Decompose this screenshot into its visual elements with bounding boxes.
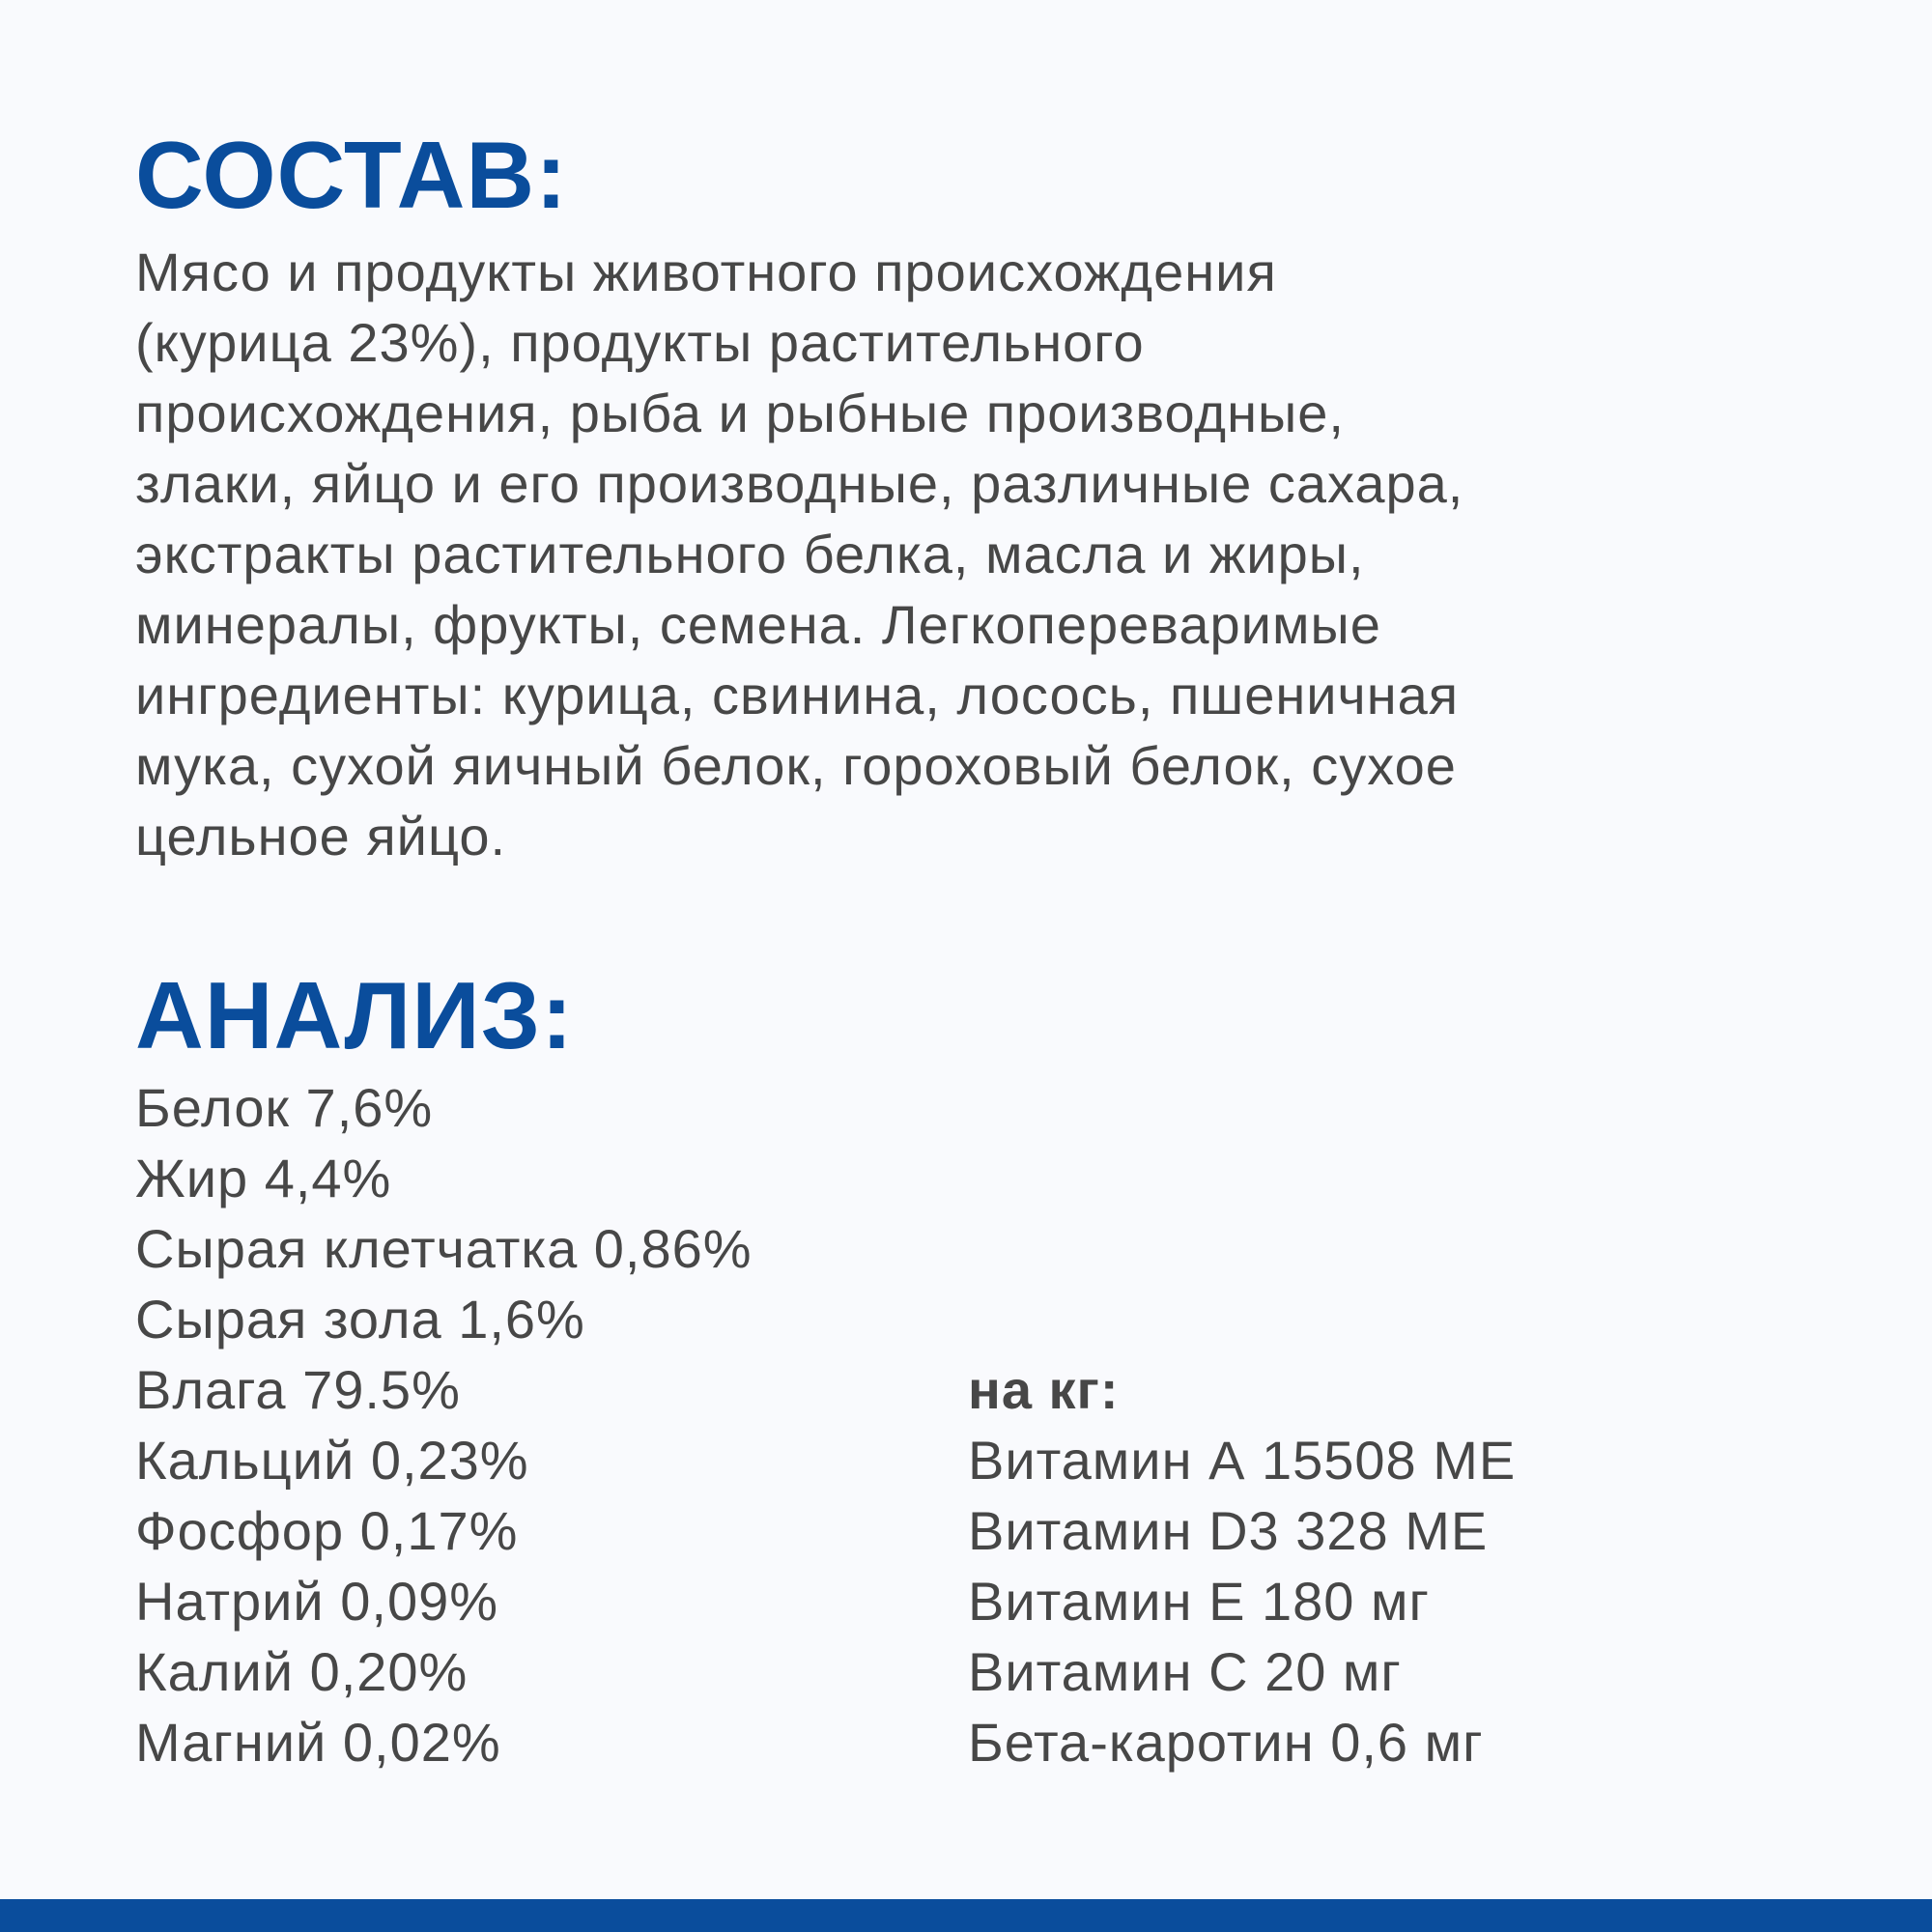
composition-line: экстракты растительного белка, масла и жиры, [135,524,1365,584]
composition-line: ингредиенты: курица, свинина, лосось, пшеничная [135,665,1460,725]
composition-line: мука, сухой яичный белок, гороховый белок, сухое [135,735,1457,796]
per-kg-list [968,1354,1516,1777]
per-kg-title: на кг: [968,1359,1120,1420]
composition-line: минералы, фрукты, семена. Легкопереваримые [135,594,1381,655]
composition-line: Мясо и продукты животного происхождения [135,242,1277,302]
analysis-item-calcium: Кальций 0,23% [135,1430,529,1491]
per-kg-item-vitamin-a: Витамин А 15508 МЕ [968,1430,1517,1491]
per-kg-item-vitamin-c: Витамин С 20 мг [968,1641,1402,1702]
per-kg-item-beta-carotene: Бета-каротин 0,6 мг [968,1712,1484,1773]
analysis-heading: АНАЛИЗ: [135,962,574,1068]
analysis-item-protein: Белок 7,6% [135,1077,434,1138]
analysis-item-ash: Сырая зола 1,6% [135,1289,585,1350]
composition-text [135,237,1835,871]
composition-line: (курица 23%), продукты растительного [135,312,1145,373]
analysis-item-sodium: Натрий 0,09% [135,1571,499,1632]
composition-line: злаки, яйцо и его производные, различные сахара, [135,453,1464,514]
analysis-item-magnesium: Магний 0,02% [135,1712,501,1773]
analysis-item-moisture: Влага 79.5% [135,1359,461,1420]
analysis-item-fiber: Сырая клетчатка 0,86% [135,1218,753,1279]
bottom-accent-bar [0,1899,1932,1932]
per-kg-item-vitamin-e: Витамин Е 180 мг [968,1571,1430,1632]
analysis-item-phosphorus: Фосфор 0,17% [135,1500,519,1561]
analysis-item-fat: Жир 4,4% [135,1148,392,1208]
composition-line: происхождения, рыба и рыбные производные, [135,383,1345,443]
analysis-item-potassium: Калий 0,20% [135,1641,469,1702]
analysis-list [135,1072,753,1777]
per-kg-item-vitamin-d3: Витамин D3 328 МЕ [968,1500,1489,1561]
composition-heading: СОСТАВ: [135,122,568,228]
composition-line: цельное яйцо. [135,806,507,867]
